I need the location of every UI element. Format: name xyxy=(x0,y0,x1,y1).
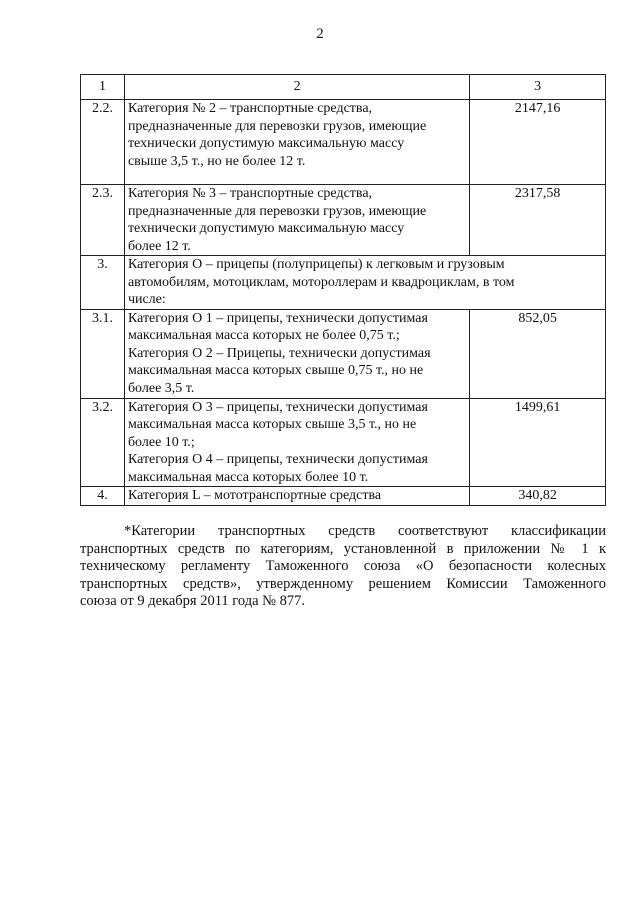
footnote-line: союза от 9 декабря 2011 года № 877. xyxy=(80,593,305,609)
row-description xyxy=(124,256,605,310)
description-line: Категория О 3 – прицепы, технически допустимая xyxy=(127,399,428,415)
row-description xyxy=(124,398,469,487)
description-line: числе: xyxy=(127,292,166,307)
footnote-line: транспортных средств по категориям, установленной в приложении № 1 к xyxy=(80,540,606,557)
description-line: более 12 т. xyxy=(127,238,191,254)
description-line: технически допустимую максимальную массу xyxy=(127,136,405,151)
header-col-2: 2 xyxy=(124,75,469,100)
description-line: максимальная масса которых свыше 3,5 т., но не xyxy=(127,417,417,432)
row-number: 3.2. xyxy=(81,398,125,487)
row-description xyxy=(124,487,469,506)
row-value: 1499,61 xyxy=(470,398,606,487)
row-value: 2147,16 xyxy=(470,100,606,185)
row-description xyxy=(124,309,469,398)
description-line: Категория № 2 – транспортные средства, xyxy=(127,101,373,116)
description-line: свыше 3,5 т., но не более 12 т. xyxy=(127,153,306,169)
description-line: более 3,5 т. xyxy=(127,380,195,396)
description-line: технически допустимую максимальную массу xyxy=(127,221,405,236)
header-col-3: 3 xyxy=(470,75,606,100)
row-number: 2.2. xyxy=(81,100,125,185)
description-line: предназначенные для перевозки грузов, имеющие xyxy=(127,203,427,219)
description-line: максимальная масса которых не более 0,75 т.; xyxy=(127,328,400,343)
footnote-line: транспортных средств», утвержденному решением Комиссии Таможенного xyxy=(80,575,606,592)
table-row xyxy=(81,398,606,487)
table-row xyxy=(81,256,606,310)
header-col-1: 1 xyxy=(81,75,125,100)
description-line: Категория О – прицепы (полуприцепы) к легковым и грузовым xyxy=(127,257,505,272)
description-line: автомобилям, мотоциклам, мотороллерам и квадроциклам, в том xyxy=(127,274,515,290)
tariff-table xyxy=(80,74,606,506)
row-number: 3.1. xyxy=(81,309,125,398)
table-row xyxy=(81,309,606,398)
row-number: 2.3. xyxy=(81,185,125,256)
table-row xyxy=(81,487,606,506)
row-number: 3. xyxy=(81,256,125,310)
description-line: Категория О 2 – Прицепы, технически допустимая xyxy=(127,345,431,361)
row-value: 340,82 xyxy=(470,487,606,506)
description-line: максимальная масса которых свыше 0,75 т., но не xyxy=(127,363,424,378)
row-number: 4. xyxy=(81,487,125,506)
description-line: более 10 т.; xyxy=(127,434,195,450)
page-number: 2 xyxy=(316,26,324,42)
table-row xyxy=(81,185,606,256)
row-value: 2317,58 xyxy=(470,185,606,256)
footnote xyxy=(80,523,606,611)
table-header-row xyxy=(81,75,606,100)
row-value: 852,05 xyxy=(470,309,606,398)
row-description xyxy=(124,185,469,256)
row-description xyxy=(124,100,469,185)
footnote-line: техническому регламенту Таможенного союза «О безопасности колесных xyxy=(80,558,606,574)
description-line: Категория № 3 – транспортные средства, xyxy=(127,186,373,201)
description-line: максимальная масса которых более 10 т. xyxy=(127,469,369,485)
description-line: Категория L – мототранспортные средства xyxy=(127,488,382,503)
footnote-line: *Категории транспортных средств соответствуют классификации xyxy=(124,523,606,539)
table-row xyxy=(81,100,606,185)
description-line: Категория О 4 – прицепы, технически допустимая xyxy=(127,452,428,467)
description-line: предназначенные для перевозки грузов, имеющие xyxy=(127,118,427,134)
description-line: Категория О 1 – прицепы, технически допустимая xyxy=(127,310,428,326)
